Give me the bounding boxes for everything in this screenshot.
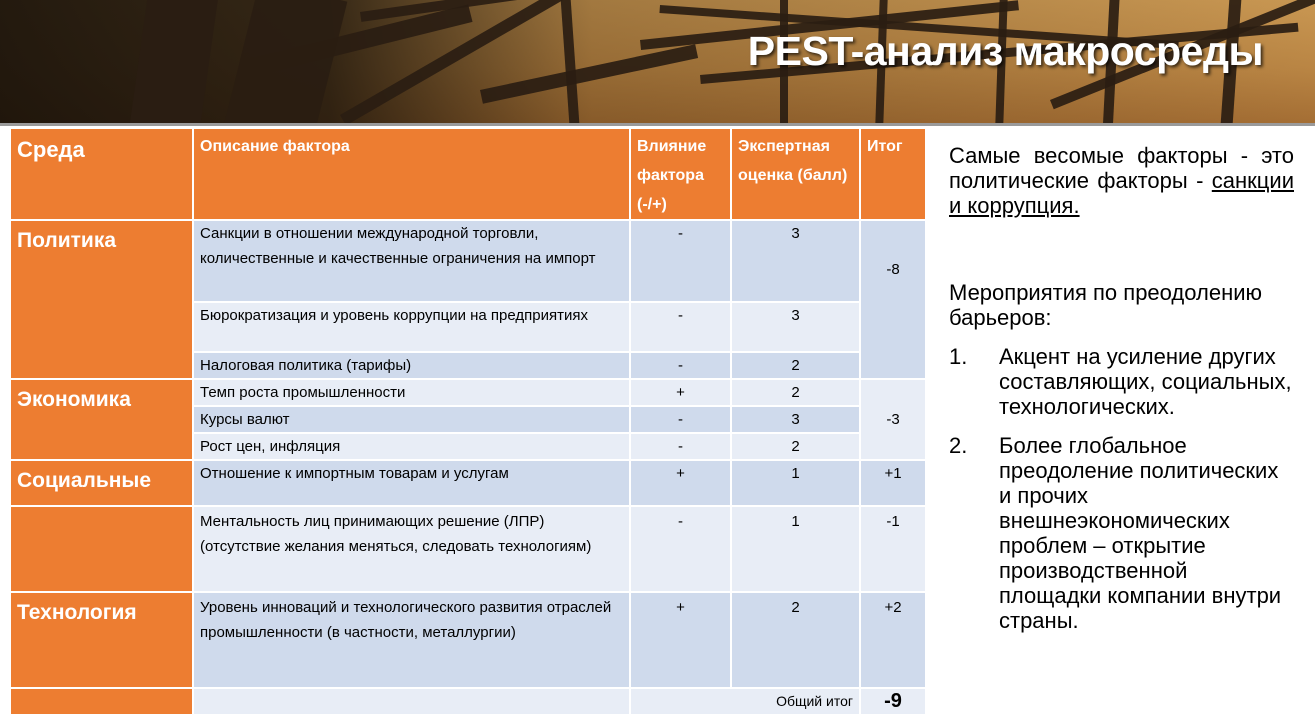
list-item-text: Акцент на усиление других составляющих, социальных, технологических. — [999, 344, 1292, 419]
factor-score: 1 — [731, 460, 860, 506]
list-item — [949, 344, 1294, 419]
header-influence: Влияние фактора (-/+) — [630, 128, 731, 220]
pest-table — [9, 127, 927, 714]
factor-total: -1 — [860, 506, 926, 592]
decorative-beam — [122, 0, 219, 126]
env-empty — [10, 688, 193, 714]
factor-description: Бюрократизация и уровень коррупции на предприятиях — [193, 302, 630, 352]
key-factors-text — [949, 143, 1294, 218]
grand-total-value: -9 — [860, 688, 926, 714]
factor-score: 3 — [731, 220, 860, 302]
list-item-number: 1. — [949, 344, 968, 369]
env-social: Социальные — [10, 460, 193, 506]
factor-description: Рост цен, инфляция — [193, 433, 630, 460]
title-banner — [0, 0, 1315, 126]
factor-description: Ментальность лиц принимающих решение (ЛПР) (отсутствие желания меняться, следовать технологиям) — [193, 506, 630, 592]
factor-score: 1 — [731, 506, 860, 592]
group-total-value: -8 — [886, 261, 900, 278]
env-technology: Технология — [10, 592, 193, 688]
env-politics: Политика — [10, 220, 193, 379]
header-total: Итог — [860, 128, 926, 220]
factor-influence: - — [630, 433, 731, 460]
table-row — [10, 460, 926, 506]
factor-influence: + — [630, 592, 731, 688]
list-item-number: 2. — [949, 433, 968, 458]
list-item-text: Более глобальное преодоление политических и прочих внешнеэкономических проблем – открытие производственной площадки компании внутри страны. — [999, 433, 1282, 633]
key-factors-lead: Самые весомые факторы - это политические факторы - — [949, 143, 1294, 193]
factor-influence: - — [630, 220, 731, 302]
measures-heading: Мероприятия по преодолению барьеров: — [949, 280, 1263, 330]
factor-influence: + — [630, 379, 731, 406]
group-total — [860, 379, 926, 460]
header-score: Экспертная оценка (балл) — [731, 128, 860, 220]
conclusions-panel — [949, 143, 1294, 647]
factor-description: Отношение к импортным товарам и услугам — [193, 460, 630, 506]
factor-total: +1 — [860, 460, 926, 506]
decorative-beam — [560, 0, 580, 126]
group-total — [860, 220, 926, 379]
factor-description: Уровень инноваций и технологического развития отраслей промышленности (в частности, металлургии) — [193, 592, 630, 688]
factor-influence: - — [630, 302, 731, 352]
factor-description: Темп роста промышленности — [193, 379, 630, 406]
table-row — [10, 506, 926, 592]
list-item — [949, 433, 1294, 633]
factor-score: 2 — [731, 433, 860, 460]
header-environment: Среда — [10, 128, 193, 220]
table-row — [10, 592, 926, 688]
header-description: Описание фактора — [193, 128, 630, 220]
key-factors-underlined: санкции и коррупция. — [949, 168, 1294, 218]
table-row — [10, 220, 926, 302]
table-header-row — [10, 128, 926, 220]
table-row — [10, 379, 926, 406]
group-total: +2 — [860, 592, 926, 688]
factor-influence: - — [630, 506, 731, 592]
factor-influence: - — [630, 352, 731, 379]
factor-score: 2 — [731, 379, 860, 406]
factor-score: 2 — [731, 592, 860, 688]
empty-cell — [193, 688, 630, 714]
factor-score: 2 — [731, 352, 860, 379]
group-total-value: -3 — [886, 411, 900, 428]
factor-description: Курсы валют — [193, 406, 630, 433]
factor-description: Санкции в отношении международной торговли, количественные и качественные ограничения на импорт — [193, 220, 630, 302]
factor-influence: - — [630, 406, 731, 433]
grand-total-label: Общий итог — [630, 688, 860, 714]
factor-influence: + — [630, 460, 731, 506]
slide-title: PEST-анализ макросреды — [747, 28, 1263, 74]
env-economy: Экономика — [10, 379, 193, 460]
decorative-beam — [212, 0, 348, 126]
decorative-beam — [480, 44, 698, 103]
grand-total-row — [10, 688, 926, 714]
env-social-continued — [10, 506, 193, 592]
factor-score: 3 — [731, 406, 860, 433]
factor-score: 3 — [731, 302, 860, 352]
measures-list — [949, 344, 1294, 633]
factor-description: Налоговая политика (тарифы) — [193, 352, 630, 379]
